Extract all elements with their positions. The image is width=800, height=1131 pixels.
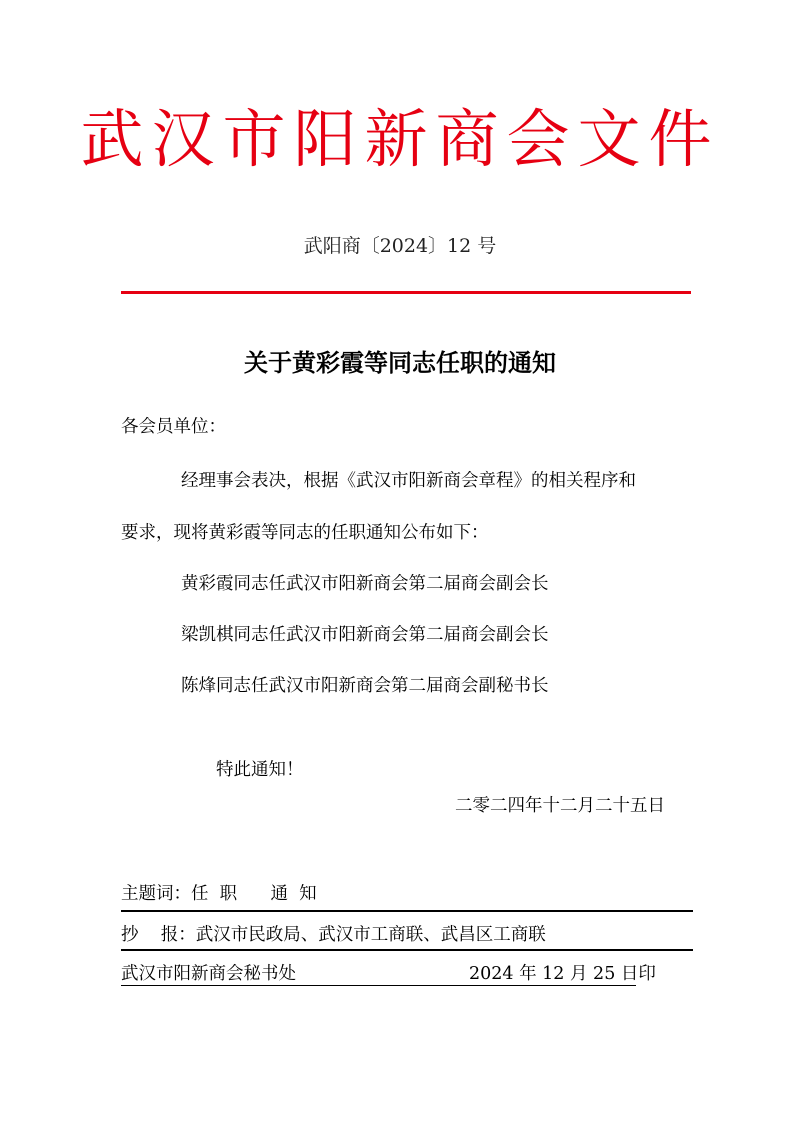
- cc-line: 抄 报：武汉市民政局、武汉市工商联、武昌区工商联: [121, 925, 546, 945]
- issuer: 武汉市阳新商会秘书处: [121, 964, 296, 984]
- paragraph-line-2: 要求，现将黄彩霞等同志的任职通知公布如下：: [121, 523, 489, 543]
- keywords-line: 主题词：任 职 通 知: [121, 884, 317, 904]
- notice-title: 关于黄彩霞等同志任职的通知: [244, 349, 556, 377]
- footer-rule-top: [121, 910, 693, 912]
- paragraph-line-1: 经理事会表决，根据《武汉市阳新商会章程》的相关程序和: [181, 471, 636, 491]
- print-date: 2024 年 12 月 25 日印: [469, 964, 656, 984]
- closing-remark: 特此通知！: [216, 760, 304, 780]
- appointment-item: 梁凯棋同志任武汉市阳新商会第二届商会副会长: [181, 625, 549, 645]
- footer-rule-bottom: [121, 985, 636, 986]
- document-number: 武阳商〔2024〕12 号: [303, 235, 497, 257]
- appointment-item: 陈烽同志任武汉市阳新商会第二届商会副秘书长: [181, 676, 549, 696]
- salutation: 各会员单位：: [121, 417, 226, 437]
- notice-date: 二零二四年十二月二十五日: [455, 796, 665, 816]
- red-divider: [121, 291, 691, 294]
- document-header-title: 武汉市阳新商会文件: [80, 103, 720, 176]
- footer-rule-middle: [121, 949, 693, 951]
- appointment-item: 黄彩霞同志任武汉市阳新商会第二届商会副会长: [181, 574, 549, 594]
